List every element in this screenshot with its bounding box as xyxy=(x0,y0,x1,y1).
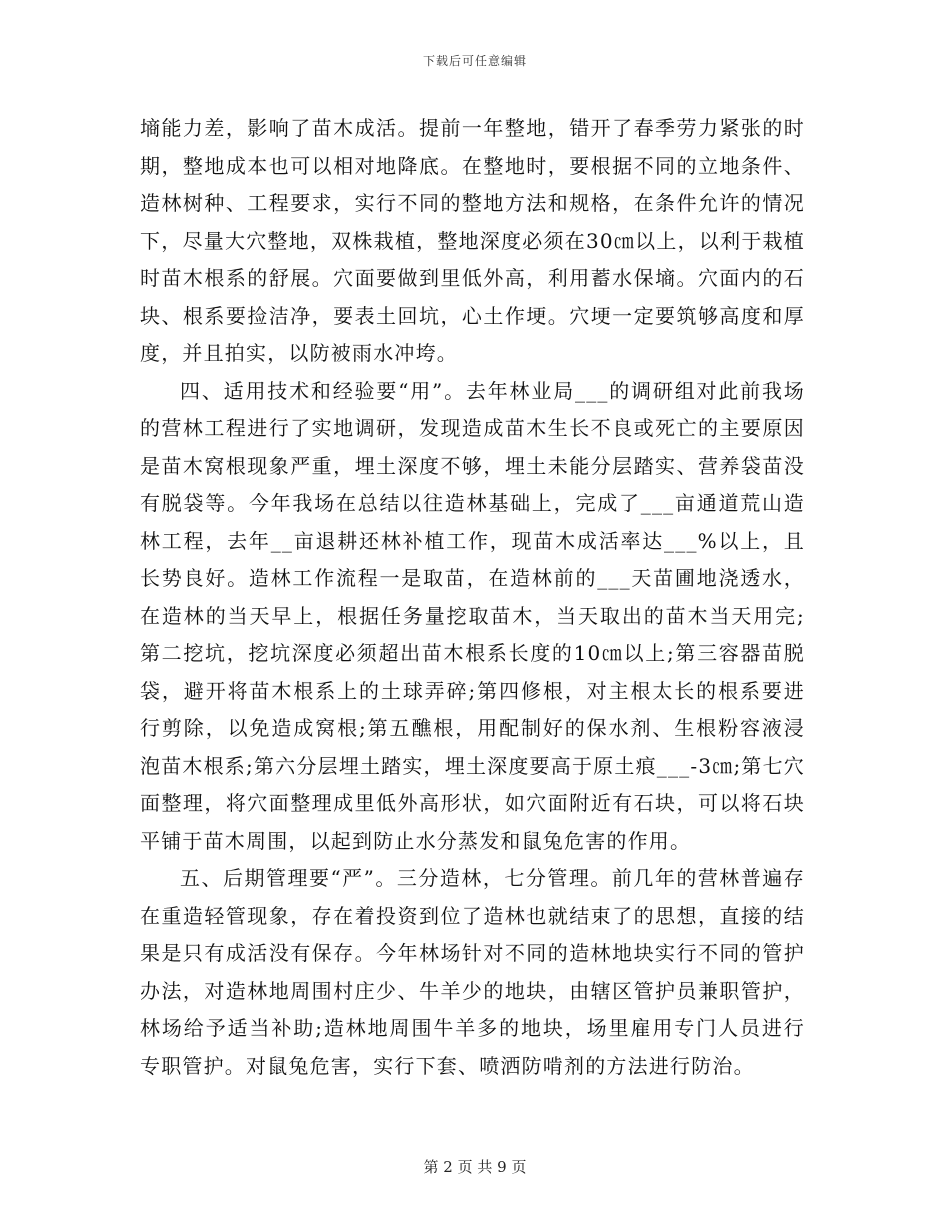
paragraph-1: 墒能力差，影响了苗木成活。提前一年整地，错开了春季劳力紧张的时期，整地成本也可以相对地降底。在整地时，要根据不同的立地条件、造林树种、工程要求，实行不同的整地方法和规格，在条件允许的情况下，尽量大穴整地，双株栽植，整地深度必须在30㎝以上，以利于栽植时苗木根系的舒展。穴面要做到里低外高，利用蓄水保墒。穴面内的石块、根系要捡洁净，要表土回坑，心土作埂。穴埂一定要筑够高度和厚度，并且拍实，以防被雨水冲垮。 xyxy=(140,116,805,365)
page-number-footer: 第 2 页 共 9 页 xyxy=(423,1158,527,1176)
paragraph-2: 四、适用技术和经验要“用”。去年林业局___的调研组对此前我场的营林工程进行了实地调研，发现造成苗木生长不良或死亡的主要原因是苗木窝根现象严重，埋土深度不够，埋土未能分层踏实、营养袋苗没有脱袋等。今年我场在总结以往造林基础上，完成了___亩通道荒山造林工程，去年__亩退耕还林补植工作，现苗木成活率达___%以上，且长势良好。造林工作流程一是取苗，在造林前的___天苗圃地浇透水，在造林的当天早上，根据任务量挖取苗木，当天取出的苗木当天用完;第二挖坑，挖坑深度必须超出苗木根系长度的10㎝以上;第三容器苗脱袋，避开将苗木根系上的土球弄碎;第四修根，对主根太长的根系要进行剪除，以免造成窝根;第五醮根，用配制好的保水剂、生根粉容液浸泡苗木根系;第六分层埋土踏实，埋土深度要高于原土痕___-3㎝;第七穴面整理，将穴面整理成里低外高形状，如穴面附近有石块，可以将石块平铺于苗木周围，以起到防止水分蒸发和鼠兔危害的作用。 xyxy=(140,378,805,853)
paragraph-3: 五、后期管理要“严”。三分造林，七分管理。前几年的营林普遍存在重造轻管现象，存在着投资到位了造林也就结束了的思想，直接的结果是只有成活没有保存。今年林场针对不同的造林地块实行不同的管护办法，对造林地周围村庄少、牛羊少的地块，由辖区管护员兼职管护，林场给予适当补助;造林地周围牛羊多的地块，场里雇用专门人员进行专职管护。对鼠兔危害，实行下套、喷洒防啃剂的方法进行防治。 xyxy=(140,866,805,1078)
page-header-note: 下载后可任意编辑 xyxy=(422,54,527,68)
document-body xyxy=(140,110,805,1085)
